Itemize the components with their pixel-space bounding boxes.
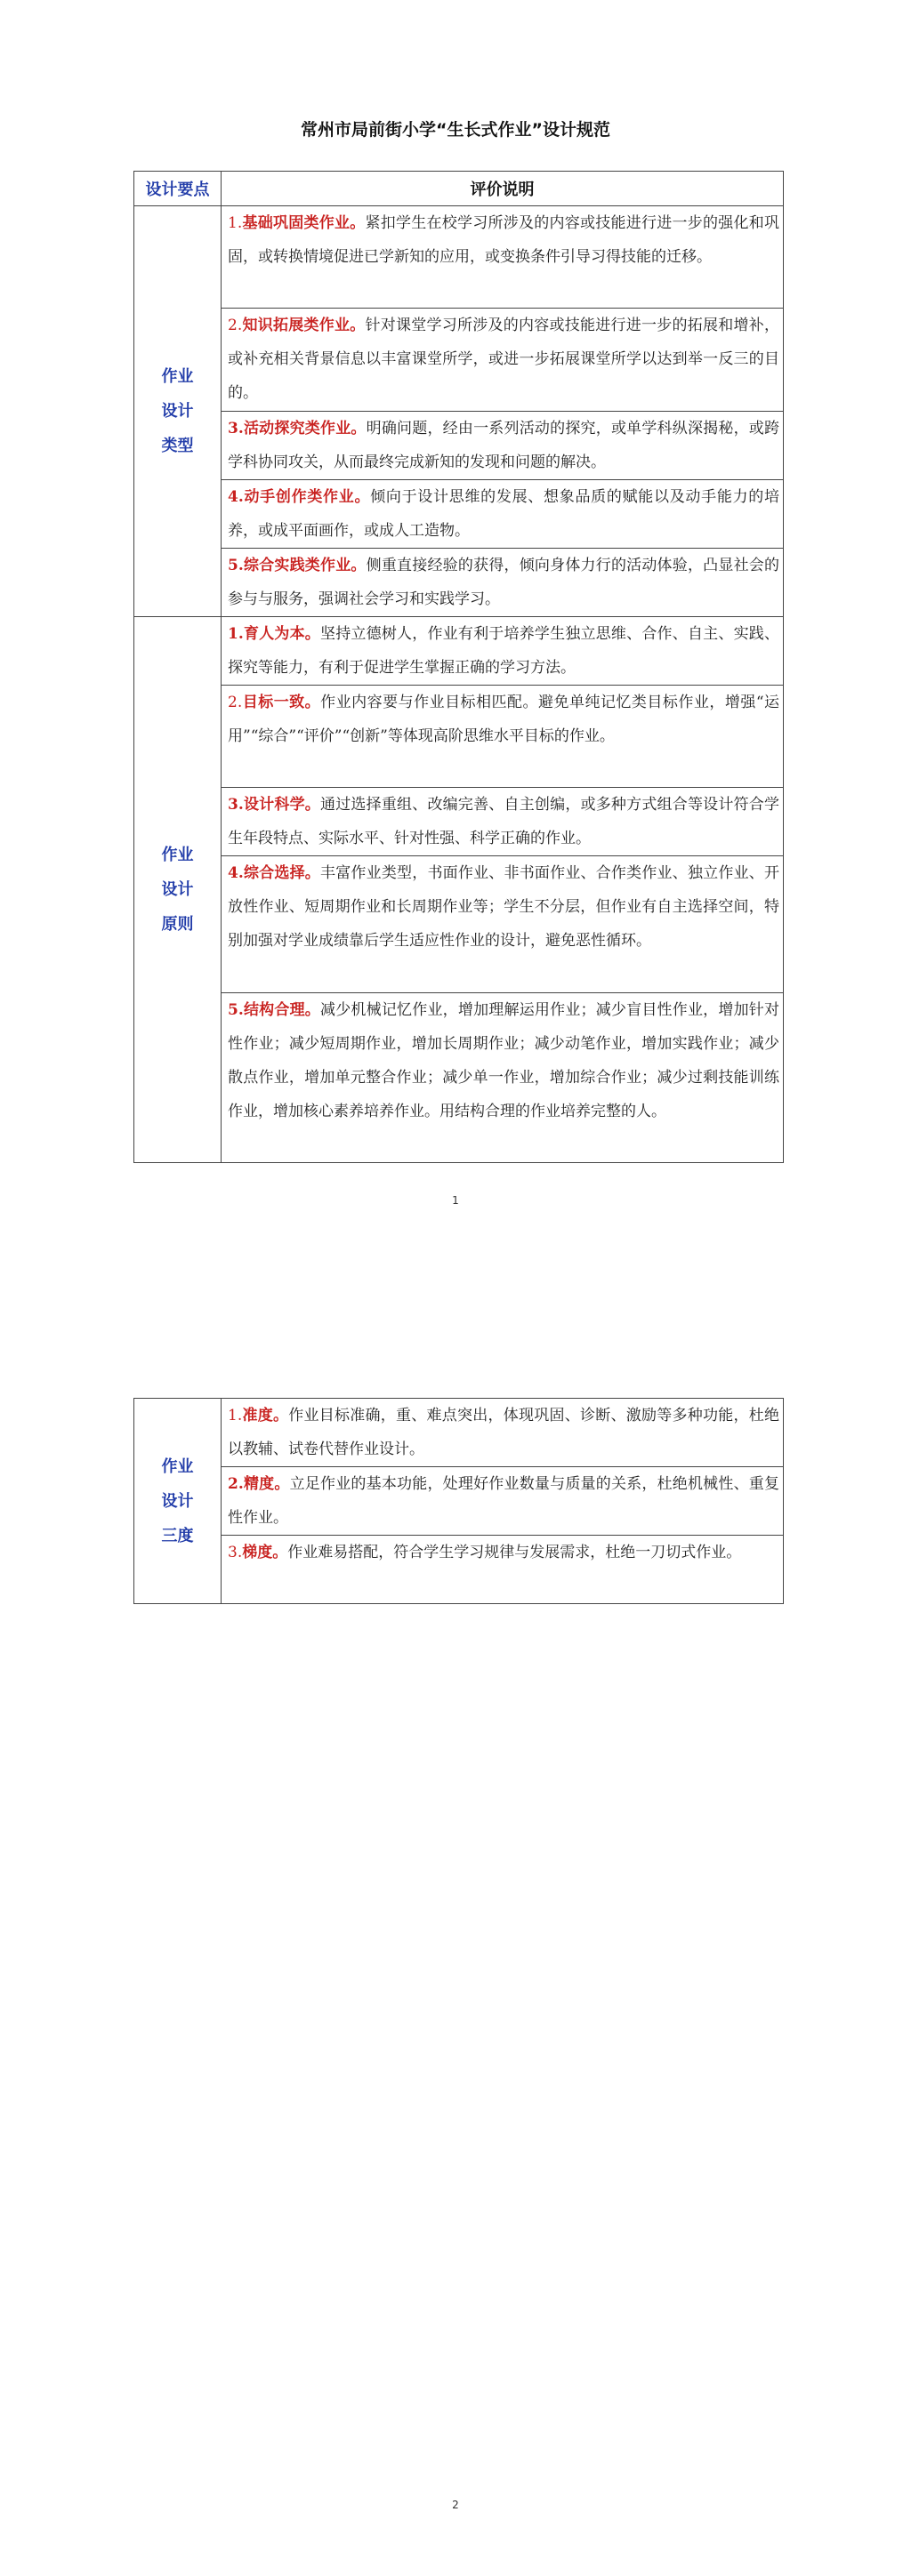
item-heading: 结构合理。	[243, 1001, 320, 1019]
item-cell	[222, 993, 784, 1163]
section-label-line: 原则	[161, 915, 194, 934]
item-cell	[222, 617, 784, 686]
item-cell	[222, 549, 784, 617]
item-number: 2.	[228, 694, 243, 711]
item-cell	[222, 1536, 784, 1604]
section-label-line: 三度	[161, 1526, 194, 1545]
item-number: 5.	[228, 1001, 244, 1019]
item-cell	[222, 206, 784, 309]
item-cell	[222, 480, 784, 549]
table-row	[134, 993, 784, 1163]
page-2	[0, 1272, 911, 2576]
item-cell	[222, 686, 784, 788]
item-text: 作业内容要与作业目标相匹配。避免单纯记忆类目标作业，增强“运用”“综合”“评价”“创新”等体现高阶思维水平目标的作业。	[228, 694, 779, 745]
item-text: 坚持立德树人，作业有利于培养学生独立思维、合作、自主、实践、探究等能力，有利于促进学生掌握正确的学习方法。	[228, 625, 780, 677]
item-heading: 准度。	[242, 1407, 289, 1424]
item-heading: 梯度。	[242, 1544, 288, 1561]
item-cell	[222, 1467, 784, 1536]
item-heading: 活动探究类作业。	[243, 420, 367, 437]
item-number: 1.	[228, 1407, 243, 1424]
section-label-line: 设计	[161, 1491, 194, 1511]
item-cell	[222, 856, 784, 993]
table-row	[134, 206, 784, 309]
item-text: 减少机械记忆作业，增加理解运用作业；减少盲目性作业，增加针对性作业；减少短周期作业，增加长周期作业；减少动笔作业，增加实践作业；减少散点作业，增加单元整合作业；减少单一作业，增加综合作业；减少过剩技能训练作业，增加核心素养培养作业。用结构合理的作业培养完整的人。	[228, 1001, 780, 1120]
spec-table-continued	[133, 1398, 784, 1604]
item-text: 紧扣学生在校学习所涉及的内容或技能进行进一步的强化和巩固，或转换情境促进已学新知的应用，或变换条件引导习得技能的迁移。	[228, 214, 780, 266]
table-row	[134, 549, 784, 617]
item-heading: 动手创作类作业。	[243, 488, 371, 506]
section-label-line: 作业	[161, 367, 194, 386]
table-row	[134, 480, 784, 549]
item-text: 明确问题，经由一系列活动的探究，或单学科纵深揭秘，或跨学科协同攻关，从而最终完成新知的发现和问题的解决。	[228, 420, 780, 471]
section-label-three-degrees	[134, 1399, 222, 1604]
item-text: 倾向于设计思维的发展、想象品质的赋能以及动手能力的培养，或成平面画作，或成人工造物。	[228, 488, 780, 540]
page-number: 2	[452, 2499, 459, 2511]
table-row	[134, 412, 784, 480]
section-label-line: 作业	[161, 846, 194, 864]
table-row	[134, 686, 784, 788]
item-text: 立足作业的基本功能，处理好作业数量与质量的关系，杜绝机械性、重复性作业。	[228, 1475, 780, 1527]
header-key-points: 设计要点	[134, 172, 222, 206]
section-label-types	[134, 206, 222, 617]
item-heading: 目标一致。	[242, 694, 321, 711]
page-number: 1	[452, 1194, 459, 1207]
item-text: 针对课堂学习所涉及的内容或技能进行进一步的拓展和增补，或补充相关背景信息以丰富课堂所学，或进一步拓展课堂所学以达到举一反三的目的。	[228, 317, 780, 402]
table-row	[134, 1399, 784, 1467]
item-cell	[222, 412, 784, 480]
item-cell	[222, 788, 784, 856]
item-number: 4.	[228, 864, 244, 882]
table-row	[134, 1536, 784, 1604]
item-heading: 综合实践类作业。	[243, 557, 367, 574]
item-text: 作业目标准确，重、难点突出，体现巩固、诊断、激励等多种功能，杜绝以教辅、试卷代替作业设计。	[228, 1407, 780, 1458]
item-number: 2.	[228, 1475, 244, 1493]
item-text: 作业难易搭配，符合学生学习规律与发展需求，杜绝一刀切式作业。	[287, 1544, 742, 1561]
item-heading: 育人为本。	[243, 625, 320, 643]
item-number: 3.	[228, 796, 244, 814]
item-heading: 设计科学。	[243, 796, 320, 814]
header-row	[134, 172, 784, 206]
item-cell	[222, 1399, 784, 1467]
table-row	[134, 1467, 784, 1536]
item-number: 1.	[228, 214, 243, 232]
item-heading: 精度。	[243, 1475, 290, 1493]
item-heading: 知识拓展类作业。	[242, 317, 366, 334]
table-row	[134, 309, 784, 412]
section-label-principles	[134, 617, 222, 1163]
table-row	[134, 788, 784, 856]
section-label-line: 类型	[161, 437, 194, 455]
item-heading: 综合选择。	[243, 864, 320, 882]
page-1	[0, 0, 911, 1272]
section-label-line: 设计	[161, 880, 194, 899]
item-text: 丰富作业类型，书面作业、非书面作业、合作类作业、独立作业、开放性作业、短周期作业和长周期作业等；学生不分层，但作业有自主选择空间，特别加强对学业成绩靠后学生适应性作业的设计，避免恶性循环。	[228, 864, 780, 950]
header-description: 评价说明	[222, 172, 784, 206]
item-number: 4.	[228, 488, 244, 506]
table-row	[134, 856, 784, 993]
section-label-line: 作业	[161, 1457, 194, 1476]
item-cell	[222, 309, 784, 412]
item-number: 1.	[228, 625, 244, 643]
item-number: 3.	[228, 420, 244, 437]
item-number: 5.	[228, 557, 244, 574]
item-number: 2.	[228, 317, 243, 334]
document-title: 常州市局前街小学“生长式作业”设计规范	[301, 120, 610, 140]
table-row	[134, 617, 784, 686]
spec-table	[133, 171, 784, 1163]
section-label-line: 设计	[161, 402, 194, 421]
item-heading: 基础巩固类作业。	[242, 214, 366, 232]
item-number: 3.	[228, 1544, 243, 1561]
item-text: 通过选择重组、改编完善、自主创编，或多种方式组合等设计符合学生年段特点、实际水平、针对性强、科学正确的作业。	[228, 796, 780, 847]
item-text: 侧重直接经验的获得，倾向身体力行的活动体验，凸显社会的参与与服务，强调社会学习和实践学习。	[228, 557, 780, 608]
